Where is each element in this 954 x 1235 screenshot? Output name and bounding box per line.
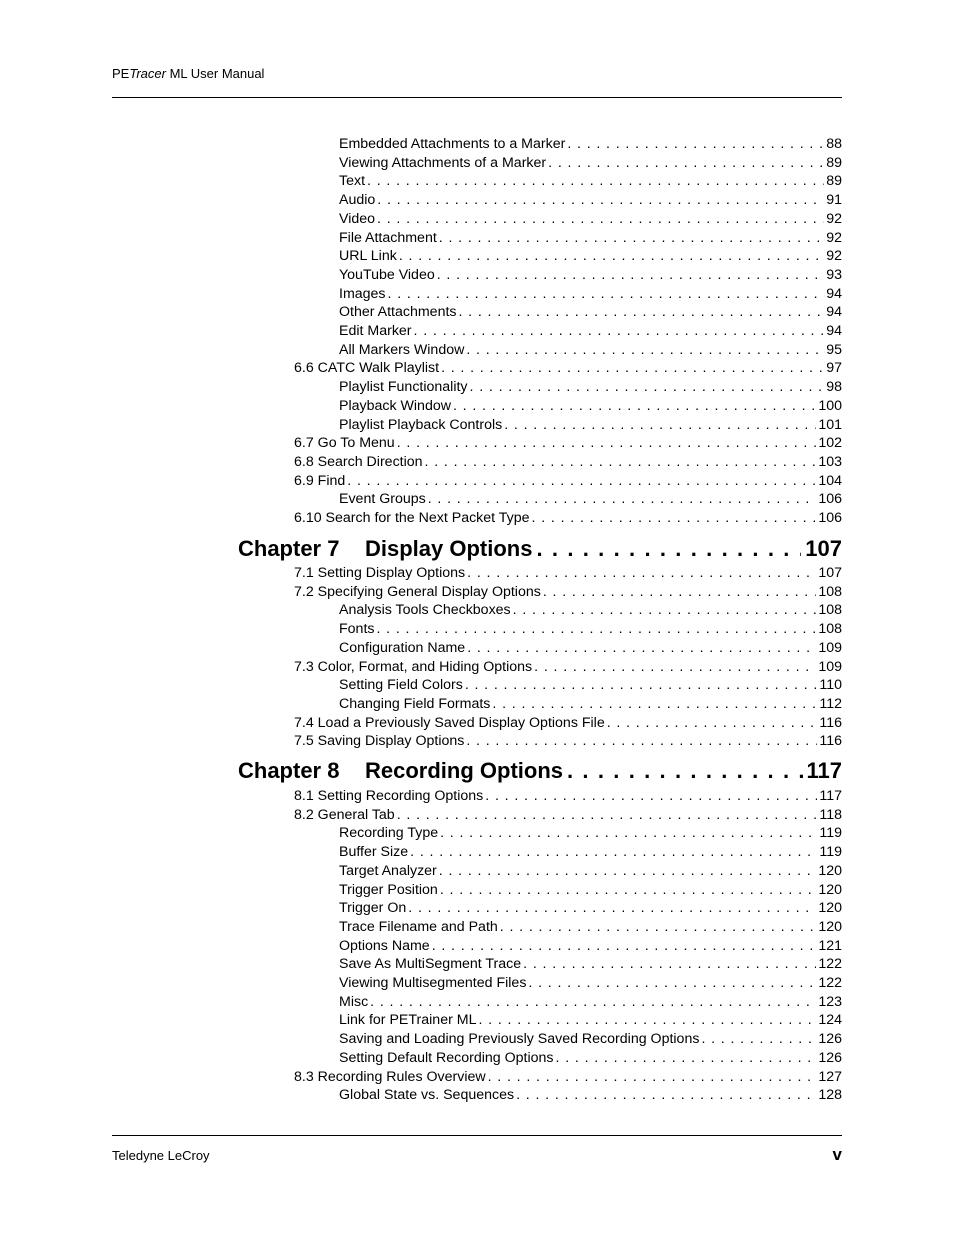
dot-leader xyxy=(440,824,817,842)
dot-leader xyxy=(500,918,817,936)
toc-entry-title: Playback Window xyxy=(339,397,451,414)
dot-leader xyxy=(567,135,824,153)
toc-entry[interactable] xyxy=(294,434,842,452)
toc-entry[interactable] xyxy=(339,247,842,265)
toc-entry-title: Fonts xyxy=(339,621,375,638)
toc-entry[interactable] xyxy=(339,378,842,396)
toc-entry-page: 104 xyxy=(818,472,842,489)
toc-entry-title: Configuration Name xyxy=(339,639,466,656)
toc-entry[interactable] xyxy=(294,583,842,601)
toc-entry-title: Setting Default Recording Options xyxy=(339,1049,554,1066)
dot-leader xyxy=(437,266,824,284)
toc-entry-page: 92 xyxy=(826,229,842,246)
dot-leader xyxy=(399,247,824,265)
dot-leader xyxy=(432,937,817,955)
toc-entry[interactable] xyxy=(294,658,842,676)
toc-entry-title: Saving and Loading Previously Saved Recording Options xyxy=(339,1031,700,1048)
toc-entry-page: 91 xyxy=(826,192,842,209)
toc-entry-title: Playlist Playback Controls xyxy=(339,416,503,433)
toc-entry-title: 7.2 Specifying General Display Options xyxy=(294,583,541,600)
toc-entry[interactable] xyxy=(294,732,842,750)
chapter-title: Recording Options xyxy=(365,758,563,783)
dot-leader xyxy=(466,732,817,750)
toc-entry-page: 120 xyxy=(818,918,842,935)
dot-leader xyxy=(377,210,824,228)
toc-entry-page: 124 xyxy=(818,1012,842,1029)
toc-entry[interactable] xyxy=(339,881,842,899)
toc-entry-page: 95 xyxy=(826,341,842,358)
toc-entry-title: 7.1 Setting Display Options xyxy=(294,565,466,581)
toc-entry[interactable] xyxy=(339,937,842,955)
toc-entry[interactable] xyxy=(339,620,842,638)
toc-entry-title: 7.5 Saving Display Options xyxy=(294,733,465,750)
dot-leader xyxy=(377,191,824,209)
toc-entry-title: Other Attachments xyxy=(339,304,457,321)
toc-entry-page: 119 xyxy=(819,844,842,861)
toc-entry-page: 126 xyxy=(818,1049,842,1066)
dot-leader xyxy=(528,974,816,992)
toc-entry[interactable] xyxy=(294,564,842,582)
toc-entry[interactable] xyxy=(294,806,842,824)
toc-entry-page: 94 xyxy=(826,285,842,302)
toc-entry-title: Recording Type xyxy=(339,825,439,842)
dot-leader xyxy=(485,787,817,805)
footer-page-number: v xyxy=(832,1145,842,1164)
dot-leader xyxy=(439,862,817,880)
toc-entry-title: YouTube Video xyxy=(339,266,435,283)
toc-entry-title: Viewing Attachments of a Marker xyxy=(339,154,547,171)
chapter-page: 107 xyxy=(805,536,842,561)
toc-entry[interactable] xyxy=(339,172,842,190)
dot-leader xyxy=(408,899,816,917)
toc-entry-page: 93 xyxy=(826,266,842,283)
toc-entry[interactable] xyxy=(339,303,842,321)
toc-entry-page: 122 xyxy=(818,956,842,973)
dot-leader xyxy=(488,1068,817,1086)
toc-entry[interactable] xyxy=(339,322,842,340)
dot-leader xyxy=(513,601,817,619)
dot-leader xyxy=(548,154,824,172)
toc-entry-page: 117 xyxy=(819,788,842,804)
toc-entry-title: Embedded Attachments to a Marker xyxy=(339,136,566,152)
dot-leader xyxy=(534,658,816,676)
toc-entry[interactable] xyxy=(294,359,842,377)
chapter-page: 117 xyxy=(806,758,842,783)
dot-leader xyxy=(523,955,816,973)
toc-entry-page: 108 xyxy=(818,602,842,619)
toc-entry-title: Trace Filename and Path xyxy=(339,918,498,935)
toc-entry-page: 110 xyxy=(819,677,842,694)
toc-entry[interactable] xyxy=(339,601,842,619)
toc-entry-title: Setting Field Colors xyxy=(339,677,463,694)
chapter-heading-8[interactable] xyxy=(238,757,842,785)
toc-entry[interactable] xyxy=(339,899,842,917)
toc-entry-page: 118 xyxy=(819,806,842,823)
toc-entry-title: Playlist Functionality xyxy=(339,379,468,396)
dot-leader xyxy=(466,341,824,359)
header-brand-italic: Tracer xyxy=(129,66,166,81)
toc-entry[interactable] xyxy=(339,1086,842,1104)
toc-entry-page: 94 xyxy=(826,304,842,321)
toc-entry-page: 100 xyxy=(818,397,842,414)
toc-entry[interactable] xyxy=(339,843,842,861)
dot-leader xyxy=(376,620,816,638)
toc-entry-title: 8.3 Recording Rules Overview xyxy=(294,1068,486,1085)
toc-entry[interactable] xyxy=(339,993,842,1011)
dot-leader xyxy=(428,490,817,508)
toc-entry-page: 103 xyxy=(818,453,842,470)
toc-entry[interactable] xyxy=(339,266,842,284)
chapter-number: Chapter 7 xyxy=(238,536,340,561)
toc-entry-title: Video xyxy=(339,210,376,227)
toc-entry-page: 92 xyxy=(826,248,842,265)
toc-entry-title: Audio xyxy=(339,192,376,209)
dot-leader xyxy=(607,714,818,732)
dot-leader xyxy=(453,397,816,415)
dot-leader xyxy=(367,172,824,190)
dot-leader xyxy=(397,434,817,452)
dot-leader xyxy=(543,583,816,601)
toc-entry-title: Edit Marker xyxy=(339,323,412,339)
dot-leader xyxy=(478,1011,816,1029)
toc-entry-page: 101 xyxy=(818,416,842,433)
toc-entry-title: 8.1 Setting Recording Options xyxy=(294,788,484,804)
toc-entry-title: Save As MultiSegment Trace xyxy=(339,956,522,973)
toc-entry-title: 7.3 Color, Format, and Hiding Options xyxy=(294,658,533,675)
dot-leader xyxy=(441,359,824,377)
toc-entry[interactable] xyxy=(339,490,842,508)
toc-entry-page: 112 xyxy=(819,695,842,712)
toc-entry[interactable] xyxy=(294,453,842,471)
footer-rule xyxy=(112,1135,842,1136)
toc-entry-page: 89 xyxy=(826,173,842,190)
dot-leader xyxy=(425,453,817,471)
toc-entry-page: 92 xyxy=(826,210,842,227)
toc-entry-title: 6.10 Search for the Next Packet Type xyxy=(294,510,530,526)
toc-entry-title: Options Name xyxy=(339,937,430,954)
dot-leader xyxy=(467,639,816,657)
toc-entry-title: Global State vs. Sequences xyxy=(339,1087,515,1104)
toc-entry-title: 6.8 Search Direction xyxy=(294,453,423,470)
toc-entry[interactable] xyxy=(339,695,842,713)
chapter-title: Display Options xyxy=(365,536,533,561)
toc-entry-title: Trigger Position xyxy=(339,881,438,898)
footer-company: Teledyne LeCroy xyxy=(112,1148,210,1163)
toc-entry[interactable] xyxy=(339,229,842,247)
header-brand-prefix: PE xyxy=(112,66,130,81)
dot-leader xyxy=(347,472,816,490)
toc-entry-page: 89 xyxy=(826,154,842,171)
toc-entry-page: 94 xyxy=(826,323,842,339)
toc-entry[interactable] xyxy=(339,416,842,434)
toc-entry[interactable] xyxy=(294,509,842,527)
toc-entry-title: Buffer Size xyxy=(339,844,409,861)
toc-entry[interactable] xyxy=(339,210,842,228)
toc-entry-title: 6.9 Find xyxy=(294,472,346,489)
toc-entry-title: Viewing Multisegmented Files xyxy=(339,975,527,991)
toc-entry-title: Text xyxy=(339,173,366,190)
toc-entry-page: 109 xyxy=(818,639,842,656)
dot-leader xyxy=(567,757,803,785)
dot-leader xyxy=(532,509,817,527)
toc-entry[interactable] xyxy=(339,154,842,172)
toc-entry[interactable] xyxy=(339,1049,842,1067)
toc-entry-page: 88 xyxy=(826,136,842,152)
toc-entry[interactable] xyxy=(339,341,842,359)
toc-entry[interactable] xyxy=(339,862,842,880)
toc-entry[interactable] xyxy=(339,676,842,694)
dot-leader xyxy=(516,1086,816,1104)
toc-entry-page: 108 xyxy=(818,583,842,600)
dot-leader xyxy=(388,285,825,303)
toc-entry[interactable] xyxy=(294,1068,842,1086)
toc-entry[interactable] xyxy=(339,824,842,842)
dot-leader xyxy=(701,1030,816,1048)
toc-entry-page: 126 xyxy=(818,1031,842,1048)
toc-entry-title: 6.6 CATC Walk Playlist xyxy=(294,360,440,377)
toc-entry-page: 119 xyxy=(819,825,842,842)
toc-entry[interactable] xyxy=(339,639,842,657)
dot-leader xyxy=(470,378,825,396)
chapter-heading-7[interactable] xyxy=(238,535,842,563)
toc-entry-page: 120 xyxy=(818,900,842,917)
toc-entry-page: 120 xyxy=(818,881,842,898)
toc-entry[interactable] xyxy=(339,1030,842,1048)
header-brand-rest: ML User Manual xyxy=(165,66,265,81)
toc-entry-title: All Markers Window xyxy=(339,341,465,358)
dot-leader xyxy=(492,695,817,713)
toc-entry-title: Images xyxy=(339,285,386,302)
dot-leader xyxy=(465,676,818,694)
dot-leader xyxy=(439,229,824,247)
toc-entry[interactable] xyxy=(339,191,842,209)
toc-entry-title: Analysis Tools Checkboxes xyxy=(339,602,511,619)
toc-entry-page: 116 xyxy=(819,733,842,750)
toc-entry[interactable] xyxy=(339,285,842,303)
dot-leader xyxy=(536,535,801,563)
dot-leader xyxy=(414,322,825,340)
toc-entry-title: 6.7 Go To Menu xyxy=(294,435,395,452)
toc-entry[interactable] xyxy=(339,397,842,415)
toc-entry-page: 116 xyxy=(819,714,842,731)
toc-entry-page: 108 xyxy=(818,621,842,638)
toc-entry[interactable] xyxy=(339,1011,842,1029)
toc-entry-page: 122 xyxy=(818,975,842,991)
dot-leader xyxy=(440,881,817,899)
dot-leader xyxy=(370,993,816,1011)
toc-entry-title: 8.2 General Tab xyxy=(294,806,395,823)
toc-entry[interactable] xyxy=(294,714,842,732)
toc-entry-page: 98 xyxy=(826,379,842,396)
toc-entry-title: Misc xyxy=(339,993,369,1010)
toc-entry-title: 7.4 Load a Previously Saved Display Options File xyxy=(294,714,605,731)
toc-entry-title: Target Analyzer xyxy=(339,862,437,879)
toc-entry-title: Trigger On xyxy=(339,900,407,917)
dot-leader xyxy=(504,416,816,434)
toc-entry-page: 123 xyxy=(818,993,842,1010)
dot-leader xyxy=(467,564,816,582)
toc-entry-page: 109 xyxy=(818,658,842,675)
toc-entry-page: 120 xyxy=(818,862,842,879)
toc-entry-page: 106 xyxy=(818,510,842,526)
toc-entry-page: 102 xyxy=(818,435,842,452)
toc-entry[interactable] xyxy=(339,918,842,936)
toc-entry-page: 121 xyxy=(818,937,842,954)
toc-entry[interactable] xyxy=(339,955,842,973)
toc-entry-title: Event Groups xyxy=(339,491,426,508)
toc-entry-page: 127 xyxy=(818,1068,842,1085)
toc-entry-title: Link for PETrainer ML xyxy=(339,1012,477,1029)
dot-leader xyxy=(410,843,817,861)
toc-entry-page: 97 xyxy=(826,360,842,377)
toc-entry-title: File Attachment xyxy=(339,229,437,246)
dot-leader xyxy=(459,303,825,321)
toc-entry[interactable] xyxy=(339,135,842,153)
toc-entry-page: 128 xyxy=(818,1087,842,1104)
toc-entry-page: 106 xyxy=(818,491,842,508)
toc-entry-title: URL Link xyxy=(339,248,397,265)
toc-entry-title: Changing Field Formats xyxy=(339,695,491,712)
toc-entry[interactable] xyxy=(294,472,842,490)
dot-leader xyxy=(397,806,818,824)
chapter-number: Chapter 8 xyxy=(238,758,340,783)
toc-entry-page: 107 xyxy=(818,565,842,581)
toc-entry[interactable] xyxy=(294,787,842,805)
dot-leader xyxy=(556,1049,817,1067)
toc-entry[interactable] xyxy=(339,974,842,992)
